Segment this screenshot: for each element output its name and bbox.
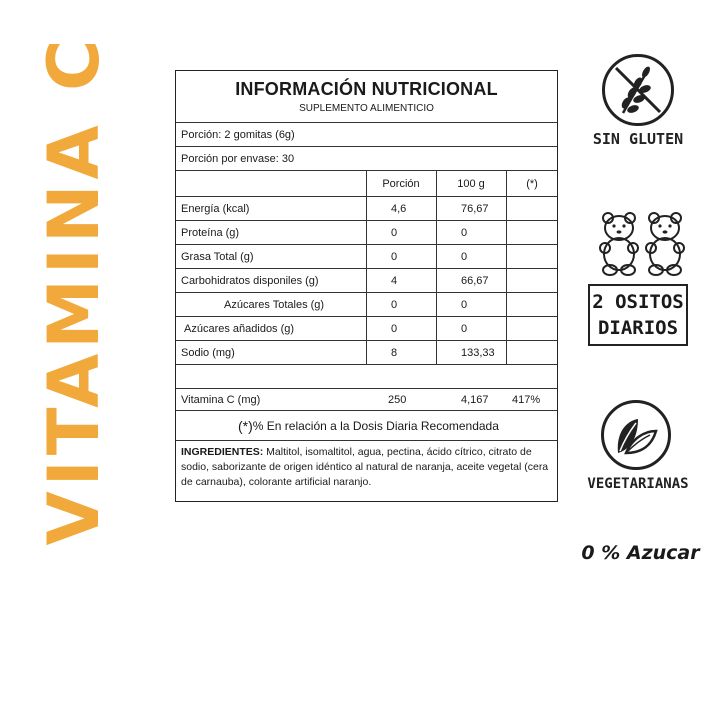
nutrient-per100: 66,67 <box>461 274 489 287</box>
table-row <box>176 293 557 317</box>
column-dv: (*) <box>526 177 538 190</box>
vegetarian-label: VEGETARIANAS <box>587 476 689 492</box>
table-row <box>176 317 557 341</box>
table-row <box>176 341 557 365</box>
nutrient-label: Azúcares añadidos (g) <box>184 322 295 335</box>
vertical-title-container <box>24 34 124 546</box>
footnote-row <box>176 411 557 441</box>
footnote <box>238 411 499 440</box>
ingredients-label: INGREDIENTES: <box>181 446 264 458</box>
nutrient-per100: 0 <box>461 322 468 335</box>
no-wheat-icon <box>602 54 674 126</box>
ingredients-text: Maltitol, isomaltitol, agua, pectina, ácido cítrico, citrato de sodio, saborizante de origen idéntico al natural de naranja, aceite vegetal (cera de carnauba), colorante artificial naranjo. <box>181 446 549 488</box>
product-title: VITAMINA C <box>33 34 115 546</box>
vitamin-row <box>176 389 557 411</box>
nutrient-per100: 133,33 <box>461 346 495 359</box>
nutrient-portion: 0 <box>391 226 398 239</box>
nutrient-label: Azúcares Totales (g) <box>224 298 325 311</box>
servings-per-container: Porción por envase: 30 <box>181 152 295 165</box>
nutrient-per100: 0 <box>461 226 468 239</box>
nutrient-label: Carbohidratos disponiles (g) <box>181 274 319 287</box>
nutrient-label: Sodio (mg) <box>181 346 235 359</box>
column-header-row <box>176 171 557 197</box>
table-header <box>176 71 557 123</box>
nutrition-table <box>175 70 558 502</box>
nutrient-portion: 0 <box>391 250 398 263</box>
nutrient-portion: 8 <box>391 346 398 359</box>
column-portion: Porción <box>382 177 420 190</box>
zero-sugar-label: 0 % Azucar <box>581 542 700 564</box>
nutrient-portion: 4,6 <box>391 202 407 215</box>
nutrient-label: Energía (kcal) <box>181 202 250 215</box>
vitamin-dv: 417% <box>512 393 541 406</box>
bears-line-1: 2 OSITOS <box>592 291 684 313</box>
bears-line-2: DIARIOS <box>597 317 679 339</box>
table-row <box>176 269 557 293</box>
nutrient-portion: 0 <box>391 298 398 311</box>
leaves-icon <box>601 400 671 470</box>
column-100g: 100 g <box>457 177 485 190</box>
gluten-free-label: SIN GLUTEN <box>592 130 684 148</box>
vitamin-per100: 4,167 <box>461 393 489 406</box>
ingredients <box>181 445 552 490</box>
table-subtitle: SUPLEMENTO ALIMENTICIO <box>299 103 434 114</box>
spacer-row <box>176 365 557 389</box>
nutrient-per100: 0 <box>461 298 468 311</box>
nutrient-portion: 4 <box>391 274 398 287</box>
vitamin-portion: 250 <box>388 393 407 406</box>
serving-row <box>176 123 557 147</box>
nutrient-per100: 0 <box>461 250 468 263</box>
table-row <box>176 245 557 269</box>
nutrient-per100: 76,67 <box>461 202 489 215</box>
nutrient-label: Proteína (g) <box>181 226 240 239</box>
servings-per-container-row <box>176 147 557 171</box>
table-title: INFORMACIÓN NUTRICIONAL <box>235 79 498 99</box>
two-bears-daily-box <box>588 284 688 346</box>
footnote-text: % En relación a la Dosis Diaria Recomendada <box>252 418 499 433</box>
nutrient-label: Grasa Total (g) <box>181 250 254 263</box>
footnote-mark: (*) <box>238 417 253 434</box>
vitamin-label: Vitamina C (mg) <box>181 393 261 406</box>
nutrient-portion: 0 <box>391 322 398 335</box>
serving-size: Porción: 2 gomitas (6g) <box>181 128 295 141</box>
gummy-bears-icon <box>590 210 700 278</box>
table-row <box>176 197 557 221</box>
table-row <box>176 221 557 245</box>
